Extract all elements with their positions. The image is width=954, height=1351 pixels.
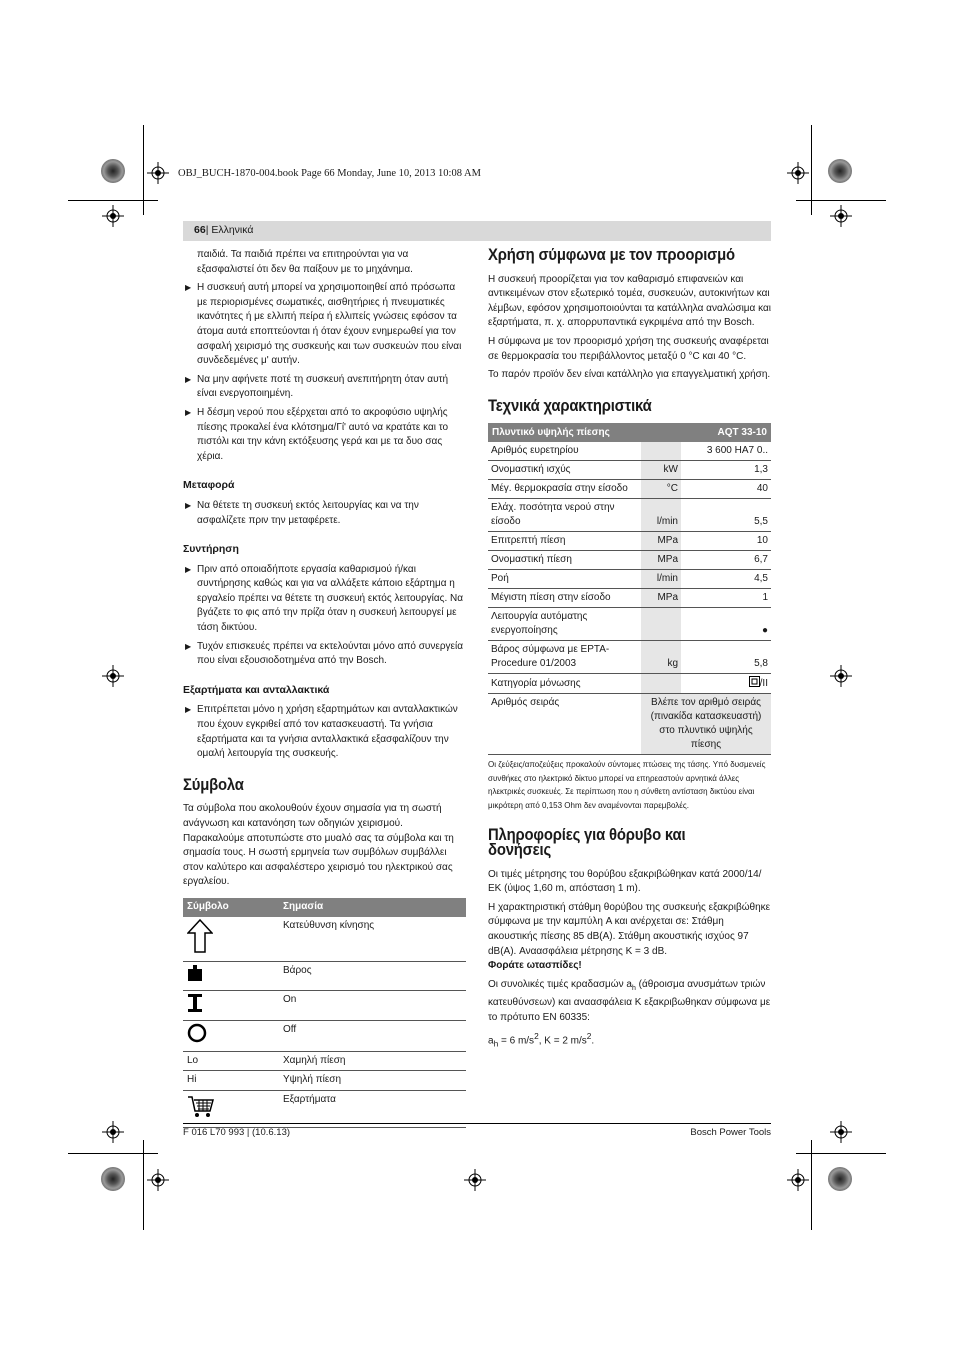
bullet-arrow-icon: ▶ xyxy=(185,283,192,293)
tech-unit: kW xyxy=(641,461,681,480)
symbol-row xyxy=(183,961,466,990)
accessories-bullets xyxy=(183,703,466,761)
language-label: | Ελληνικά xyxy=(205,224,254,236)
tech-value: 1,3 xyxy=(681,461,771,480)
tech-value: Βλέπε τον αριθμό σειράς (πινακίδα κατασκευαστή) στο πλυντικό υψηλής πίεσης xyxy=(641,694,771,755)
power-on-icon xyxy=(187,1005,203,1016)
registration-mark-icon xyxy=(102,205,124,227)
tech-label: Αριθμός ευρετηρίου xyxy=(488,442,641,461)
page-header-bar xyxy=(183,221,771,241)
tech-table-product-label: Πλυντικό υψηλής πίεσης xyxy=(488,423,681,442)
safety-bullets xyxy=(183,281,466,464)
crop-mark xyxy=(68,200,158,201)
tech-value: /II xyxy=(681,674,771,694)
tech-unit: l/min xyxy=(641,570,681,589)
tech-unit: kg xyxy=(641,641,681,674)
bullet-item xyxy=(183,406,466,464)
symbol-row xyxy=(183,917,466,962)
bullet-text: Η δέσμη νερού που εξέρχεται από το ακροφύσιο υψηλής πίεσης προκαλεί ένα κλότσημα/Γί' αυτό να κρατάτε και το πιστόλι και την κάνη εκτόξευσης γερά και με τα δυο σας χέρια. xyxy=(197,406,449,462)
tech-footnote: Οι ζεύξεις/αποζεύξεις προκαλούν σύντομες πτώσεις της τάσης. Υπό δυσμενείς συνθήκες στο ηλεκτρικό δίκτυο μπορεί να επηρεαστούν αρνητικά άλλες ηλεκτρικές συσκευές. Σε περίπτωση που η σύνθετη αντίσταση δικτύου είναι μικρότερη από 0,153 Ohm δεν αναμένονται παρεμβολές. xyxy=(488,760,766,810)
footer-rule xyxy=(183,1123,771,1124)
bullet-item xyxy=(183,563,466,636)
tech-label: Μέγιστη πίεση στην είσοδο xyxy=(488,589,641,608)
tech-value: ● xyxy=(681,608,771,641)
symbol-cell xyxy=(183,961,279,990)
noise-heading: Πληροφορίες για θόρυβο και δονήσεις xyxy=(488,826,686,859)
tech-label: Βάρος σύμφωνα με EPTA-Procedure 01/2003 xyxy=(488,641,641,674)
registration-mark-icon xyxy=(787,162,809,184)
symbols-text: Τα σύμβολα που ακολουθούν έχουν σημασία για τη σωστή ανάγνωση και κατανόηση των οδηγιών χειρισμού. Παρακαλούμε αποτυπώστε στο μυαλό σας τα σύμβολα και τη σημασία τους. Η σωστή ερμηνεία των συμβόλων συμβάλλει στον καλύτερο και ασφαλέστερο χειρισμό του ηλεκτρικού σας εργαλείου. xyxy=(183,803,454,888)
color-rosette-icon xyxy=(101,159,125,183)
crop-mark xyxy=(68,1153,158,1154)
bullet-arrow-icon: ▶ xyxy=(185,407,192,417)
registration-mark-icon xyxy=(102,665,124,687)
bullet-item xyxy=(183,373,466,402)
right-column xyxy=(488,248,771,1055)
bullet-text: Επιτρέπεται μόνο η χρήση εξαρτημάτων και ανταλλακτικών που έχουν εγκριθεί από τον κατασκευαστή. Τα γνήσια εξαρτήματα και τα γνήσια ανταλλακτικά εξασφαλίζουν την ομαλή λειτουργία της συσκευής. xyxy=(197,704,458,760)
crop-mark xyxy=(811,125,812,215)
tech-row xyxy=(488,674,771,694)
registration-mark-icon xyxy=(787,1169,809,1191)
tech-value: 5,5 xyxy=(681,499,771,532)
page-header xyxy=(194,224,253,236)
bullet-item xyxy=(183,703,466,761)
bullet-item xyxy=(183,281,466,369)
tech-label: Ονομαστική ισχύς xyxy=(488,461,641,480)
color-rosette-icon xyxy=(828,159,852,183)
tech-label: Λειτουργία αυτόματης ενεργοποίησης xyxy=(488,608,641,641)
tech-value: 40 xyxy=(681,480,771,499)
intended-use-p2: Η σύμφωνα με τον προορισμό χρήση της συσκευής αναφέρεται σε θερμοκρασία του περιβάλλοντος μεταξύ 0 °C και 40 °C. xyxy=(488,335,769,362)
cart-icon xyxy=(187,1111,215,1122)
symbol-row xyxy=(183,1090,466,1127)
bullet-arrow-icon: ▶ xyxy=(185,705,192,715)
tech-row xyxy=(488,589,771,608)
tech-row xyxy=(488,570,771,589)
tech-unit: l/min xyxy=(641,499,681,532)
tech-row xyxy=(488,694,771,755)
tech-row xyxy=(488,551,771,570)
symbol-meaning: On xyxy=(279,990,466,1021)
symbols-col-header: Σύμβολο xyxy=(183,898,279,917)
tech-label: Ελάχ. ποσότητα νερού στην είσοδο xyxy=(488,499,641,532)
footer-left: F 016 L70 993 | (10.6.13) xyxy=(183,1127,291,1138)
tech-label: Αριθμός σειράς xyxy=(488,694,641,755)
registration-mark-icon xyxy=(147,1169,169,1191)
tech-unit: MPa xyxy=(641,532,681,551)
tech-row xyxy=(488,480,771,499)
transport-bullets xyxy=(183,499,466,528)
tech-row xyxy=(488,532,771,551)
tech-label: Κατηγορία μόνωσης xyxy=(488,674,641,694)
symbol-row xyxy=(183,990,466,1021)
symbol-meaning: Κατεύθυνση κίνησης xyxy=(279,917,466,962)
symbol-meaning: Βάρος xyxy=(279,961,466,990)
symbols-table xyxy=(183,898,466,1128)
tech-unit: °C xyxy=(641,480,681,499)
tech-row xyxy=(488,499,771,532)
symbol-cell xyxy=(183,1071,279,1091)
tech-value: 3 600 HA7 0.. xyxy=(681,442,771,461)
tech-unit xyxy=(641,674,681,694)
intro-text: παιδιά. Τα παιδιά πρέπει να επιτηρούνται για να εξασφαλιστεί ότι δεν θα παίξουν με το μηχάνημα. xyxy=(197,249,413,275)
left-column xyxy=(183,248,466,1128)
bullet-arrow-icon: ▶ xyxy=(185,564,192,574)
symbol-meaning: Off xyxy=(279,1021,466,1052)
tech-row xyxy=(488,641,771,674)
tech-label: Επιτρεπτή πίεση xyxy=(488,532,641,551)
bullet-text: Η συσκευή αυτή μπορεί να χρησιμοποιηθεί από πρόσωπα με περιορισμένες σωματικές, αισθητήριες ή πνευματικές ικανότητες ή με ελλιπή πείρα ή ελλιπείς γνώσεις εφόσον τα άτομα αυτά εποπτεύονται ή όταν έχουν ενημερωθεί για τον ασφαλή χειρισμό της συσκευής και των συσκευών που είναι συνδεδεμένες μ' αυτήν. xyxy=(197,282,462,367)
bullet-text: Να μην αφήνετε ποτέ τη συσκευή ανεπιτήρητη όταν αυτή είναι ενεργοποιημένη. xyxy=(197,373,449,400)
noise-p1: Οι τιμές μέτρησης του θορύβου εξακριβώθηκαν κατά 2000/14/ΕΚ (ύψος 1,60 m, απόσταση 1 m). xyxy=(488,868,762,895)
power-off-icon xyxy=(187,1035,207,1046)
tech-value: 5,8 xyxy=(681,641,771,674)
tech-unit xyxy=(641,442,681,461)
bullet-text: Να θέτετε τη συσκευή εκτός λειτουργίας και να την ασφαλίζετε πριν την μεταφέρετε. xyxy=(197,499,419,526)
symbols-heading: Σύμβολα xyxy=(183,775,244,794)
tech-row xyxy=(488,461,771,480)
intended-use-p3: Το παρόν προϊόν δεν είναι κατάλληλο για επαγγελματική χρήση. xyxy=(488,369,771,381)
color-rosette-icon xyxy=(101,1167,125,1191)
symbol-cell xyxy=(183,917,279,962)
bullet-text: Πριν από οποιαδήποτε εργασία καθαρισμού ή/και συντήρησης καθώς και για να αλλάξετε κάποιο εξάρτημα η εργαλείο πρέπει να θέτετε τη συσκευή εκτός λειτουργίας. Να βγάζετε το φις από την πρίζα όταν η συσκευή λειτουργεί με τάση δικτύου. xyxy=(197,563,464,634)
maintenance-bullets xyxy=(183,563,466,669)
bullet-arrow-icon: ▶ xyxy=(185,641,192,651)
tech-label: Ροή xyxy=(488,570,641,589)
tech-value: 10 xyxy=(681,532,771,551)
tech-data-heading: Τεχνικά χαρακτηριστικά xyxy=(488,396,652,415)
tech-data-table xyxy=(488,423,771,755)
tech-unit: MPa xyxy=(641,589,681,608)
transport-heading: Μεταφορά xyxy=(183,479,235,492)
noise-p3: Οι συνολικές τιμές κραδασμών $a_h$ (άθροισμα ανυσμάτων τριών κατευθύνσεων) και αναασφάλεια K εξακριβωθηκαν σύμφωνα με το πρότυπο EN 60335: xyxy=(488,978,771,1023)
symbol-text: Hi xyxy=(187,1074,197,1086)
symbol-meaning: Χαμηλή πίεση xyxy=(279,1051,466,1071)
bullet-item xyxy=(183,640,466,669)
arrow-up-icon xyxy=(187,945,213,956)
color-rosette-icon xyxy=(828,1167,852,1191)
noise-values: $a_h = 6$ $m/s^2$, K = 2 $m/s^2$. xyxy=(488,1031,595,1049)
crop-mark xyxy=(796,1153,886,1154)
tech-label: Μέγ. θερμοκρασία στην είσοδο xyxy=(488,480,641,499)
intended-use-p1: Η συσκευή προορίζεται για τον καθαρισμό επιφανειών και αντικειμένων στον εξωτερικό τομέα, συσκευών, αυτοκινήτων και λέμβων, εφόσον χρησιμοποιούνται τα κατάλληλα αναλώσιμα και εξαρτήματα, π. χ. απορρυπαντικά εγκριμένα από την Bosch. xyxy=(488,273,771,329)
registration-mark-icon xyxy=(464,1169,486,1191)
symbol-cell xyxy=(183,1051,279,1071)
bullet-arrow-icon: ▶ xyxy=(185,500,192,510)
symbol-row xyxy=(183,1071,466,1091)
tech-value: 1 xyxy=(681,589,771,608)
noise-warning: Φοράτε ωτασπίδες! xyxy=(488,960,582,972)
tech-row xyxy=(488,442,771,461)
weight-icon xyxy=(187,974,203,985)
tech-row xyxy=(488,608,771,641)
registration-mark-icon xyxy=(830,1121,852,1143)
bullet-text: Τυχόν επισκευές πρέπει να εκτελούνται μόνο από συνεργεία που είναι εξουσιοδοτημένα από την Bosch. xyxy=(197,640,464,667)
book-info-line: OBJ_BUCH-1870-004.book Page 66 Monday, June 10, 2013 10:08 AM xyxy=(178,168,481,179)
symbol-cell xyxy=(183,1090,279,1127)
intended-use-heading: Χρήση σύμφωνα με τον προορισμό xyxy=(488,246,735,264)
symbol-row xyxy=(183,1051,466,1071)
tech-value: 6,7 xyxy=(681,551,771,570)
tech-label: Ονομαστική πίεση xyxy=(488,551,641,570)
footer-right: Bosch Power Tools xyxy=(690,1127,771,1138)
tech-unit: MPa xyxy=(641,551,681,570)
registration-mark-icon xyxy=(147,162,169,184)
page-number: 66 xyxy=(194,224,206,236)
crop-mark xyxy=(143,125,144,215)
registration-mark-icon xyxy=(830,205,852,227)
noise-p2: Η χαρακτηριστική στάθμη θορύβου της συσκευής εξακριβώθηκε σύμφωνα με την καμπύλη A και ανέρχεται σε: Στάθμη ακουστικής πίεσης 85 dB(A). Στάθμη ακουστικής ισχύος 97 dB(A). Αναασφάλεια μέτρησης K = 3 dB. xyxy=(488,901,771,957)
registration-mark-icon xyxy=(830,665,852,687)
maintenance-heading: Συντήρηση xyxy=(183,543,239,556)
symbol-cell xyxy=(183,1021,279,1052)
bullet-arrow-icon: ▶ xyxy=(185,374,192,384)
accessories-heading: Εξαρτήματα και ανταλλακτικά xyxy=(183,683,330,696)
bullet-item xyxy=(183,499,466,528)
symbol-meaning: Εξαρτήματα xyxy=(279,1090,466,1127)
symbol-row xyxy=(183,1021,466,1052)
tech-value: 4,5 xyxy=(681,570,771,589)
meaning-col-header: Σημασία xyxy=(279,898,466,917)
tech-table-model: AQT 33-10 xyxy=(681,423,771,442)
symbol-meaning: Υψηλή πίεση xyxy=(279,1071,466,1091)
double-insulation-icon xyxy=(749,678,760,689)
registration-mark-icon xyxy=(102,1121,124,1143)
crop-mark xyxy=(796,200,886,201)
tech-unit xyxy=(641,608,681,641)
symbol-text: Lo xyxy=(187,1054,199,1066)
symbol-cell xyxy=(183,990,279,1021)
